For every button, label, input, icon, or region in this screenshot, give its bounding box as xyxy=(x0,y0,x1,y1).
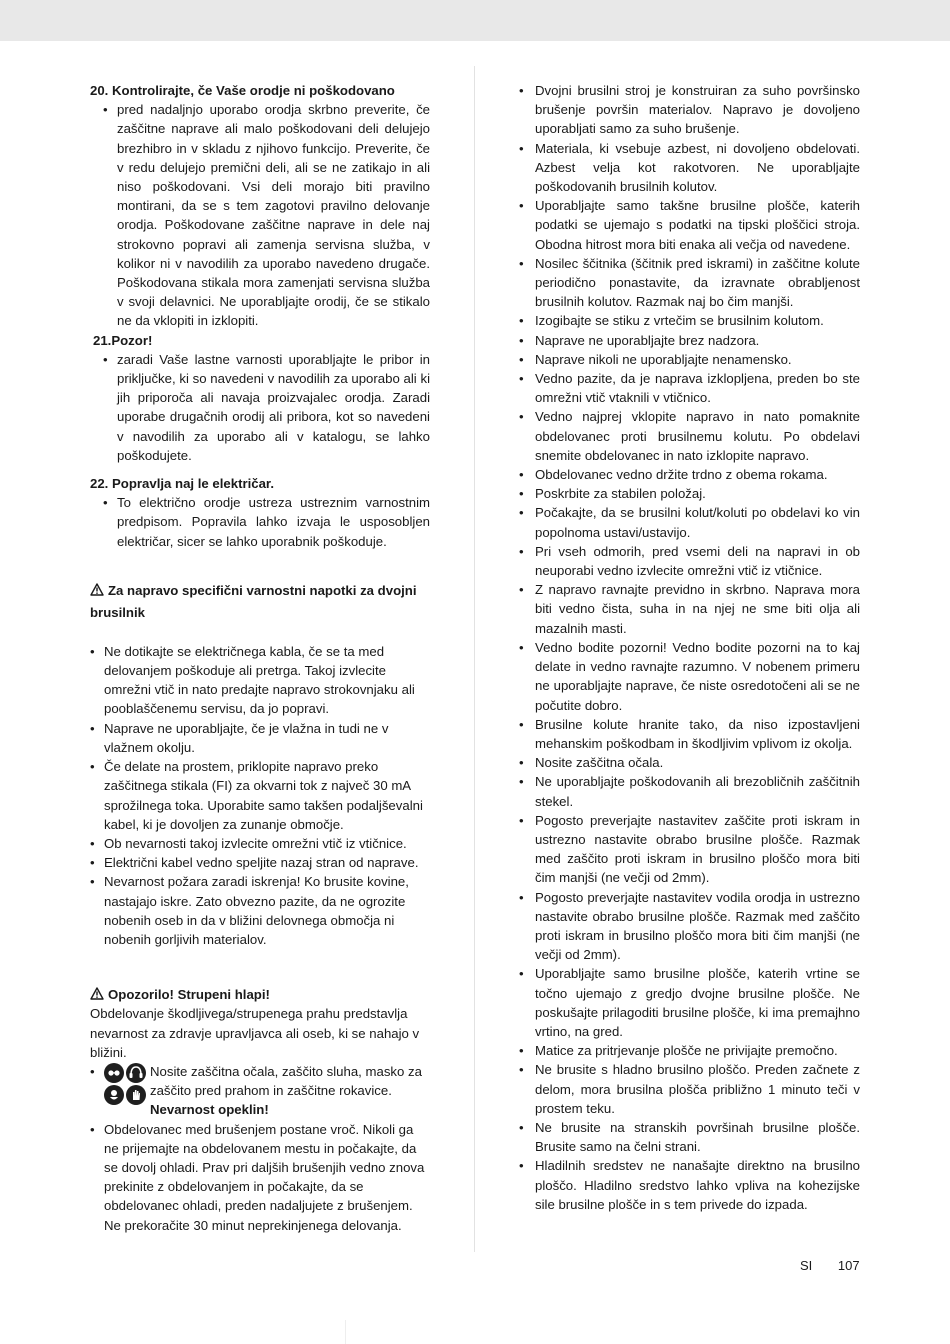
list-item: • Izogibajte se stiku z vrtečim se brusilnim kolutom. xyxy=(535,311,860,330)
section-20-list xyxy=(90,100,430,330)
ppe-instruction: Nosite zaščitna očala, zaščito sluha, masko za zaščito pred prahom in zaščitne rokavice. xyxy=(150,1063,422,1099)
fumes-list xyxy=(90,1062,430,1235)
fumes-warning-heading xyxy=(90,985,430,1004)
list-item: • Ob nevarnosti takoj izvlecite omrežni vtič iz vtičnice. xyxy=(104,834,430,853)
list-item: • Ne brusite s hladno brusilno ploščo. Preden začnete z delom, mora brusilna plošča približno 1 minuto teči v prostem teku. xyxy=(535,1060,860,1118)
list-item: • Vedno bodite pozorni! Vedno bodite pozorni na to kaj delate in vedno ravnajte razumno. V nobenem primeru ne uporabljajte naprave, če niste osredotočeni ali se ne počutite dobro. xyxy=(535,638,860,715)
list-item: • Če delate na prostem, priklopite napravo preko zaščitnega stikala (FI) za okvarni tok z največ 30 mA sprožilnega toka. Uporabite samo takšen podaljševalni kabel, ki je dovoljen za zunanje območje. xyxy=(104,757,430,834)
ear-protection-icon xyxy=(126,1063,146,1083)
list-item: • Nosilec ščitnika (ščitnik pred iskrami) in zaščitne kolute periodično ponastavite, da izravnate obrabljenost brusilnih kolutov. Razmak naj bo čim manjši. xyxy=(535,254,860,312)
list-item: • zaradi Vaše lastne varnosti uporabljajte le pribor in priključke, ki so navedeni v navodilih za uporabo ali ki jih priporoča ali navaja proizvajalec orodja. Zaradi uporabe drugačnih orodij ali pribora, kot so navedeni v navodilih za uporabo ali v katalogu, se lahko poškodujete. xyxy=(117,350,430,465)
list-item: • Obdelovanec med brušenjem postane vroč. Nikoli ga ne prijemajte na obdelovanem mestu in počakajte, da se dovolj ohladi. Prav pri daljših brušenjih vedno znova prekinite z obdelovanjem in počakajte, da se obdelovanec ohladi, preden nadaljujete z brušenjem. Ne prekoračite 30 minut neprekinjenega delovanja. xyxy=(104,1120,430,1235)
specific-safety-list xyxy=(90,642,430,949)
top-margin-band xyxy=(0,0,950,41)
specific-safety-heading xyxy=(90,580,430,624)
list-item: • Ne brusite na stranskih površinah brusilne plošče. Brusite samo na čelni strani. xyxy=(535,1118,860,1156)
fumes-warning-heading-text: Opozorilo! Strupeni hlapi! xyxy=(108,987,270,1003)
fumes-intro: Obdelovanje škodljivega/strupenega prahu predstavlja nevarnost za zdravje upravljavca ali oseb, ki se nahajo v bližini. xyxy=(90,1006,420,1060)
list-item: • Pogosto preverjajte nastavitev zaščite proti iskram in ustrezno nastavite obrabo brusilne plošče. Razmak med zaščito proti iskram in brusilno ploščo mora biti čim manjši (ne večji od 2mm). xyxy=(535,811,860,888)
warning-triangle-icon xyxy=(90,583,104,596)
list-item xyxy=(104,1062,430,1120)
list-item: • Električni kabel vedno speljite nazaj stran od naprave. xyxy=(104,853,430,872)
left-column xyxy=(90,81,430,1235)
list-item: • Vedno pazite, da je naprava izklopljena, preden bo ste omrežni vtič vtaknili v vtičnico. xyxy=(535,369,860,407)
eye-protection-icon xyxy=(104,1063,124,1083)
list-item: • Počakajte, da se brusilni kolut/koluti po obdelavi ko vin popolnoma ustavi/ustavijo. xyxy=(535,503,860,541)
list-item: • Vedno najprej vklopite napravo in nato pomaknite obdelovanec proti brusilnemu kolutu. Po obdelavi snemite obdelovanec in nato izklopite napravo. xyxy=(535,407,860,465)
gloves-icon xyxy=(126,1085,146,1105)
list-item: • Ne dotikajte se električnega kabla, če se ta med delovanjem poškoduje ali pretrga. Takoj izvlecite omrežni vtič in nato predajte napravo strokovnjaku ali pooblaščenemu servisu, da jo popravi. xyxy=(104,642,430,719)
list-item: • Brusilne kolute hranite tako, da niso izpostavljeni mehanskim poškodbam in škodljivim vplivom iz okolja. xyxy=(535,715,860,753)
ppe-icon-group xyxy=(104,1063,148,1107)
list-item: • Uporabljajte samo takšne brusilne plošče, katerih podatki se ujemajo s podatki na tipski ploščici stroja. Obodna hitrost mora biti enaka ali večja od navedene. xyxy=(535,196,860,254)
list-item: • Materiala, ki vsebuje azbest, ni dovoljeno obdelovati. Azbest velja kot rakotvoren. Ne uporabljajte poškodovanih brusilnih kolutov. xyxy=(535,139,860,197)
list-item: • Pogosto preverjajte nastavitev vodila orodja in ustrezno nastavite obrabo brusilne plošče. Razmak med zaščito proti iskram in brusilno ploščo mora biti čim manjši (ne večji od 2mm). xyxy=(535,888,860,965)
section-20-heading: 20. Kontrolirajte, če Vaše orodje ni poškodovano xyxy=(90,83,395,98)
list-item: • Pri vseh odmorih, pred vsemi deli na napravi in ob neuporabi vedno izvlecite omrežni vtič iz vtičnice. xyxy=(535,542,860,580)
list-item: • Obdelovanec vedno držite trdno z obema rokama. xyxy=(535,465,860,484)
section-22-heading: 22. Popravlja naj le električar. xyxy=(90,476,274,492)
language-code: SI xyxy=(800,1258,813,1273)
bottom-divider xyxy=(345,1320,346,1344)
list-item: • Nevarnost požara zaradi iskrenja! Ko brusite kovine, nastajajo iskre. Zato obvezno pazite, da ne ogrozite nobenih oseb in da v bližini delovnega območja ni nobenih gorljivih materialov. xyxy=(104,872,430,949)
ppe-text xyxy=(150,1062,430,1120)
list-item: • Naprave ne uporabljajte brez nadzora. xyxy=(535,331,860,350)
list-item: • Naprave ne uporabljajte, če je vlažna in tudi ne v vlažnem okolju. xyxy=(104,719,430,757)
list-item: • Dvojni brusilni stroj je konstruiran za suho površinsko brušenje površin materialov. Napravo je dovoljeno uporabljati samo za suho brušenje. xyxy=(535,81,860,139)
section-21-list xyxy=(90,350,430,465)
right-safety-list xyxy=(519,81,860,1214)
list-item: • Ne uporabljajte poškodovanih ali brezobličnih zaščitnih stekel. xyxy=(535,772,860,810)
list-item: • pred nadaljnjo uporabo orodja skrbno preverite, če zaščitne naprave ali malo poškodovani deli delujejo brezhibro in v skladu z njihovo funkcijo. Preverite, če v redu delujejo premični deli, ali se ne zatikajo in ali niso poškodovani. Vsi deli morajo biti pravilno montirani, da se s tem zagotovi pravilno delovanje orodja. Poškodovane zaščitne naprave in dele naj strokovno popravi ali zamenja servisna služba, v kolikor ni v navodilih za uporabo navedeno drugače. Poškodovana stikala mora zamenjati servisna služba v svoji delavnici. Ne uporabljajte orodij, če se stikalo ne da vklopiti in izklopiti. xyxy=(117,100,430,330)
list-item: • Poskrbite za stabilen položaj. xyxy=(535,484,860,503)
specific-safety-heading-text: Za napravo specifični varnostni napotki za dvojni brusilnik xyxy=(90,582,417,620)
list-item: • Uporabljajte samo brusilne plošče, katerih vrtine se točno ujemajo z gredjo dvojne brusilne plošče. Ne poskušajte prilagoditi brusilne plošče, ki ima premajhno vrtino, na gred. xyxy=(535,964,860,1041)
list-item: • Z napravo ravnajte previdno in skrbno. Naprava mora biti vedno čista, suha in na njej ne sme biti olja ali mazalnih masti. xyxy=(535,580,860,638)
list-item: • Hladilnih sredstev ne nanašajte direktno na brusilno ploščo. Hladilno sredstvo lahko vpliva na kohezijske sile brusilne plošče in s tem privede do izpada. xyxy=(535,1156,860,1214)
burn-hazard-note: Nevarnost opeklin! xyxy=(150,1102,269,1118)
page-footer xyxy=(800,1256,860,1275)
section-21-heading: 21.Pozor! xyxy=(93,332,153,348)
list-item: • Nosite zaščitna očala. xyxy=(535,753,860,772)
list-item: • Naprave nikoli ne uporabljajte nenamensko. xyxy=(535,350,860,369)
warning-triangle-icon xyxy=(90,987,104,1000)
section-22-list xyxy=(90,493,430,551)
page-number: 107 xyxy=(837,1258,860,1273)
dust-mask-icon xyxy=(104,1085,124,1105)
list-item: • To električno orodje ustreza ustreznim varnostnim predpisom. Popravila lahko izvaja le usposobljen električar, sicer se lahko uporabnik poškoduje. xyxy=(117,493,430,551)
list-item: • Matice za pritrjevanje plošče ne privijajte premočno. xyxy=(535,1041,860,1060)
column-divider xyxy=(474,66,475,1252)
right-column xyxy=(519,81,860,1214)
